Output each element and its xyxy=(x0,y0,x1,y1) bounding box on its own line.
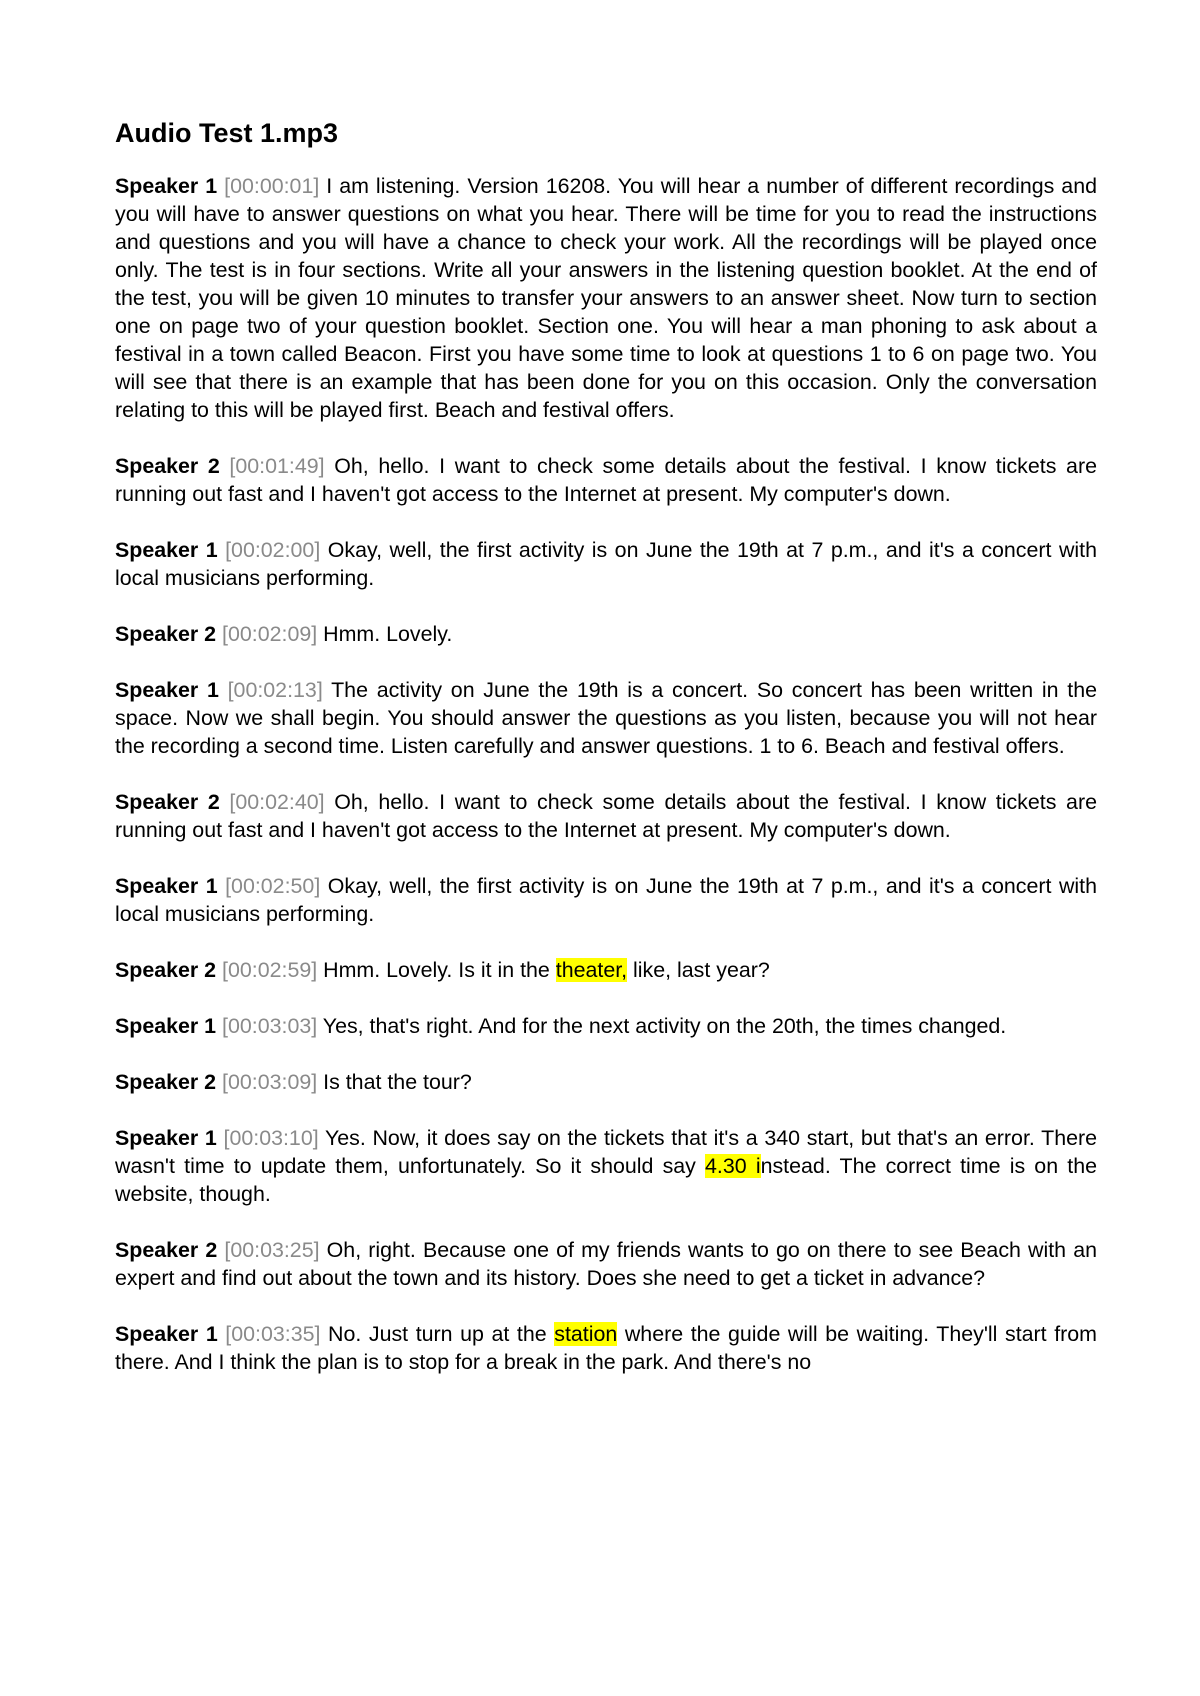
timestamp: [00:03:25] xyxy=(224,1238,320,1262)
timestamp: [00:02:40] xyxy=(229,790,325,814)
transcript-paragraph xyxy=(115,536,1097,592)
transcript-text: The activity on June the 19th is a concert. So concert has been written in the space. Now we shall begin. You should answer the questions as you listen, because you will not hear the recording a second time. Listen carefully and answer questions. 1 to 6. Beach and festival offers. xyxy=(115,678,1097,758)
timestamp: [00:03:03] xyxy=(222,1014,318,1038)
speaker-label: Speaker 2 xyxy=(115,622,217,646)
speaker-label: Speaker 2 xyxy=(115,1070,217,1094)
transcript-paragraph xyxy=(115,788,1097,844)
speaker-label: Speaker 2 xyxy=(115,958,217,982)
timestamp: [00:02:50] xyxy=(225,874,321,898)
transcript-text: Yes, that's right. And for the next activity on the 20th, the times changed. xyxy=(322,1014,1007,1038)
transcript-text: Oh, hello. I want to check some details about the festival. I know tickets are running out fast and I haven't got access to the Internet at present. My computer's down. xyxy=(115,454,1097,506)
transcript-text: Yes. Now, it does say on the tickets that it's a 340 start, but that's an error. There wasn't time to update them, unfortunately. So it should say xyxy=(115,1126,1098,1178)
transcript-paragraph xyxy=(115,1124,1097,1208)
transcript-paragraph xyxy=(115,172,1097,424)
timestamp: [00:00:01] xyxy=(224,174,320,198)
speaker-label: Speaker 1 xyxy=(115,538,218,562)
transcript-text: Oh, hello. I want to check some details about the festival. I know tickets are running out fast and I haven't got access to the Internet at present. My computer's down. xyxy=(115,790,1097,842)
transcript xyxy=(115,172,1097,1376)
transcript-text: Hmm. Lovely. xyxy=(323,622,453,646)
timestamp: [00:02:13] xyxy=(227,678,323,702)
timestamp: [00:02:09] xyxy=(222,622,318,646)
transcript-paragraph xyxy=(115,676,1097,760)
timestamp: [00:01:49] xyxy=(229,454,325,478)
transcript-text: Oh, right. Because one of my friends wants to go on there to see Beach with an expert and find out about the town and its history. Does she need to get a ticket in advance? xyxy=(115,1238,1097,1290)
speaker-label: Speaker 1 xyxy=(115,678,219,702)
speaker-label: Speaker 1 xyxy=(115,874,218,898)
timestamp: [00:03:35] xyxy=(225,1322,321,1346)
document-title: Audio Test 1.mp3 xyxy=(115,118,339,148)
transcript-text: Okay, well, the first activity is on June the 19th at 7 p.m., and it's a concert with local musicians performing. xyxy=(115,874,1097,926)
timestamp: [00:03:09] xyxy=(222,1070,318,1094)
transcript-paragraph xyxy=(115,1236,1097,1292)
transcript-text: Hmm. Lovely. Is it in the xyxy=(323,958,556,982)
transcript-text: like, last year? xyxy=(627,958,770,982)
highlighted-answer: station xyxy=(554,1322,618,1346)
speaker-label: Speaker 1 xyxy=(115,1014,217,1038)
highlighted-answer: 4.30 i xyxy=(705,1154,761,1178)
highlighted-answer: theater, xyxy=(555,958,628,982)
transcript-text: Okay, well, the first activity is on June the 19th at 7 p.m., and it's a concert with local musicians performing. xyxy=(115,538,1097,590)
speaker-label: Speaker 2 xyxy=(115,1238,218,1262)
speaker-label: Speaker 1 xyxy=(115,174,218,198)
transcript-text: nstead. The correct time is on the website, though. xyxy=(115,1154,1098,1206)
transcript-paragraph xyxy=(115,1012,1097,1040)
transcript-paragraph xyxy=(115,452,1097,508)
transcript-text: Is that the tour? xyxy=(323,1070,472,1094)
timestamp: [00:02:00] xyxy=(225,538,321,562)
transcript-text: where the guide will be waiting. They'll start from there. And I think the plan is to stop for a break in the park. And there's no xyxy=(115,1322,1097,1374)
transcript-paragraph xyxy=(115,1320,1097,1376)
transcript-text: I am listening. Version 16208. You will hear a number of different recordings and you will have to answer questions on what you hear. There will be time for you to read the instructions and questions and you will have a chance to check your work. All the recordings will be played once only. The test is in four sections. Write all your answers in the listening question booklet. At the end of the test, you will be given 10 minutes to transfer your answers to an answer sheet. Now turn to section one on page two of your question booklet. Section one. You will hear a man phoning to ask about a festival in a town called Beacon. First you have some time to look at questions 1 to 6 on page two. You will see that there is an example that has been done for you on this occasion. Only the conversation relating to this will be played first. Beach and festival offers. xyxy=(115,174,1097,422)
transcript-paragraph xyxy=(115,1068,1097,1096)
transcript-paragraph xyxy=(115,956,1097,984)
transcript-paragraph xyxy=(115,872,1097,928)
speaker-label: Speaker 2 xyxy=(115,790,220,814)
speaker-label: Speaker 1 xyxy=(115,1126,217,1150)
transcript-paragraph xyxy=(115,620,1097,648)
speaker-label: Speaker 2 xyxy=(115,454,220,478)
transcript-text: No. Just turn up at the xyxy=(328,1322,555,1346)
timestamp: [00:02:59] xyxy=(222,958,318,982)
speaker-label: Speaker 1 xyxy=(115,1322,218,1346)
timestamp: [00:03:10] xyxy=(223,1126,319,1150)
